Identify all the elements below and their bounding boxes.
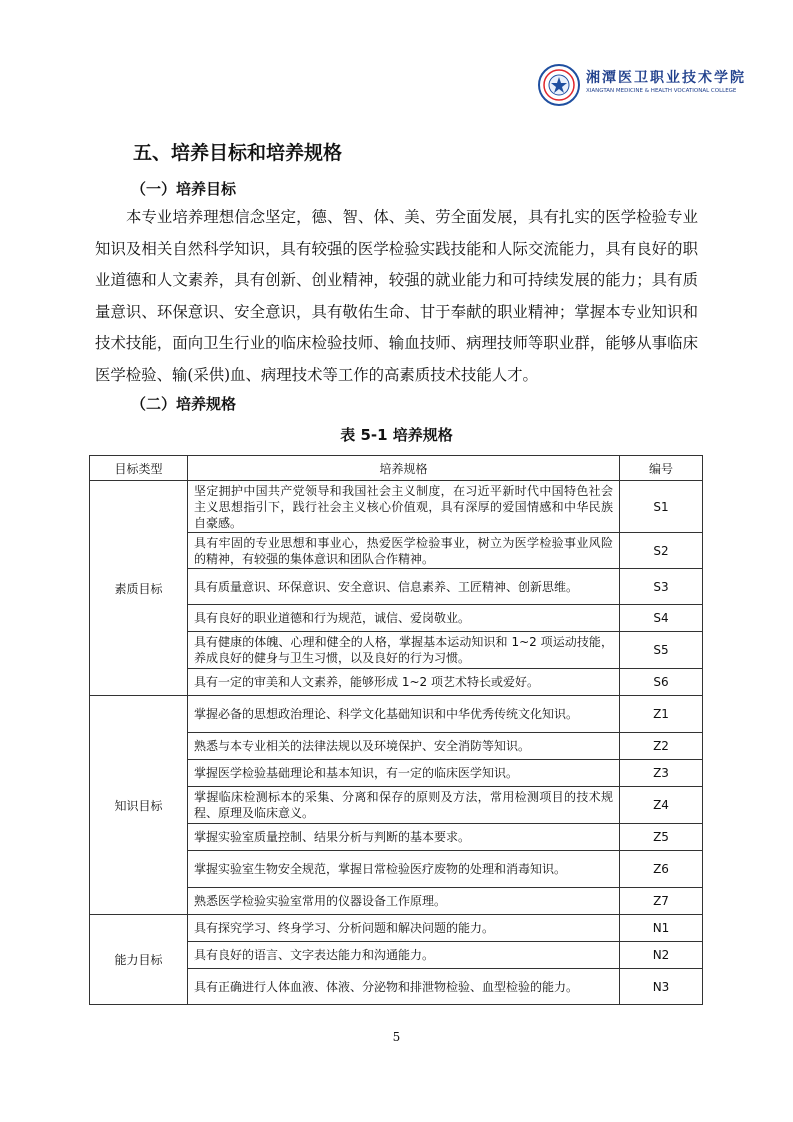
code-cell: Z7	[620, 888, 703, 915]
code-cell: S4	[620, 605, 703, 632]
code-cell: Z1	[620, 696, 703, 733]
code-cell: Z6	[620, 851, 703, 888]
school-name: 湘潭医卫职业技术学院	[586, 70, 746, 86]
code-cell: N1	[620, 915, 703, 942]
college-logo-icon	[538, 64, 580, 106]
spec-cell: 坚定拥护中国共产党领导和我国社会主义制度，在习近平新时代中国特色社会主义思想指引下，践行社会主义核心价值观，具有深厚的爱国情感和中华民族自豪感。	[188, 481, 620, 533]
type-cell-ability: 能力目标	[90, 915, 188, 1005]
table-row	[90, 481, 703, 533]
type-cell-knowledge: 知识目标	[90, 696, 188, 915]
spec-cell: 掌握临床检测标本的采集、分离和保存的原则及方法，常用检测项目的技术规程、原理及临床意义。	[188, 787, 620, 824]
code-cell: Z5	[620, 824, 703, 851]
table-header-row	[90, 456, 703, 481]
page-number: 5	[392, 1030, 401, 1044]
spec-cell: 具有正确进行人体血液、体液、分泌物和排泄物检验、血型检验的能力。	[188, 969, 620, 1005]
header-type: 目标类型	[90, 456, 188, 481]
table-caption: 表 5-1 培养规格	[340, 426, 453, 444]
spec-cell: 掌握实验室质量控制、结果分析与判断的基本要求。	[188, 824, 620, 851]
section-title: 五、培养目标和培养规格	[133, 142, 343, 164]
spec-cell: 具有一定的审美和人文素养，能够形成 1~2 项艺术特长或爱好。	[188, 669, 620, 696]
subsection-title-spec: （二）培养规格	[131, 395, 237, 413]
spec-table	[89, 455, 703, 1005]
code-cell: N3	[620, 969, 703, 1005]
spec-cell: 掌握实验室生物安全规范，掌握日常检验医疗废物的处理和消毒知识。	[188, 851, 620, 888]
code-cell: Z2	[620, 733, 703, 760]
spec-cell: 具有健康的体魄、心理和健全的人格，掌握基本运动知识和 1~2 项运动技能，养成良好的健身与卫生习惯，以及良好的行为习惯。	[188, 632, 620, 669]
code-cell: S5	[620, 632, 703, 669]
table-row	[90, 915, 703, 942]
spec-cell: 掌握必备的思想政治理论、科学文化基础知识和中华优秀传统文化知识。	[188, 696, 620, 733]
spec-cell: 具有质量意识、环保意识、安全意识、信息素养、工匠精神、创新思维。	[188, 569, 620, 605]
spec-cell: 掌握医学检验基础理论和基本知识，有一定的临床医学知识。	[188, 760, 620, 787]
type-cell-quality: 素质目标	[90, 481, 188, 696]
header-code: 编号	[620, 456, 703, 481]
spec-cell: 具有牢固的专业思想和事业心，热爱医学检验事业，树立为医学检验事业风险的精神，有较强的集体意识和团队合作精神。	[188, 533, 620, 569]
code-cell: Z4	[620, 787, 703, 824]
code-cell: S6	[620, 669, 703, 696]
code-cell: Z3	[620, 760, 703, 787]
page-header	[538, 64, 746, 108]
spec-cell: 具有探究学习、终身学习、分析问题和解决问题的能力。	[188, 915, 620, 942]
school-name-english: XIANGTAN MEDICINE & HEALTH VOCATIONAL COLLEGE	[586, 88, 737, 94]
spec-cell: 熟悉医学检验实验室常用的仪器设备工作原理。	[188, 888, 620, 915]
code-cell: S1	[620, 481, 703, 533]
goal-paragraph: 本专业培养理想信念坚定，德、智、体、美、劳全面发展，具有扎实的医学检验专业知识及相关自然科学知识，具有较强的医学检验实践技能和人际交流能力，具有良好的职业道德和人文素养，具有创新、创业精神，较强的就业能力和可持续发展的能力；具有质量意识、环保意识、安全意识，具有敬佑生命、甘于奉献的职业精神；掌握本专业知识和技术技能，面向卫生行业的临床检验技师、输血技师、病理技师等职业群，能够从事临床医学检验、输(采供)血、病理技术等工作的高素质技术技能人才。	[95, 208, 698, 384]
code-cell: S2	[620, 533, 703, 569]
code-cell: S3	[620, 569, 703, 605]
spec-cell: 熟悉与本专业相关的法律法规以及环境保护、安全消防等知识。	[188, 733, 620, 760]
code-cell: N2	[620, 942, 703, 969]
spec-cell: 具有良好的职业道德和行为规范，诚信、爱岗敬业。	[188, 605, 620, 632]
subsection-title-goal: （一）培养目标	[131, 180, 237, 198]
header-spec: 培养规格	[188, 456, 620, 481]
spec-cell: 具有良好的语言、文字表达能力和沟通能力。	[188, 942, 620, 969]
table-row	[90, 696, 703, 733]
